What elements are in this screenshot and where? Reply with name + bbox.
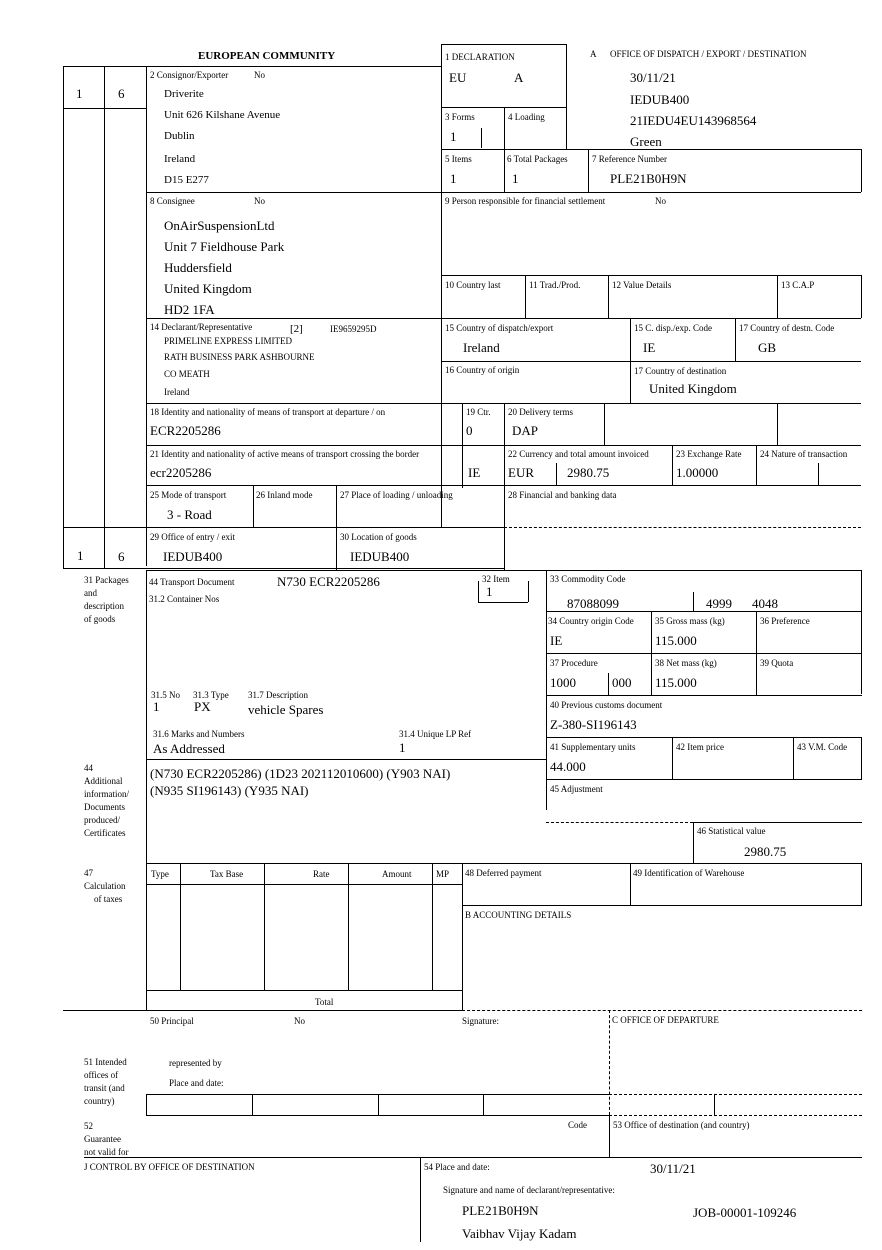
container-nos-label: 31.2 Container Nos bbox=[149, 594, 220, 604]
transit-side-label: 51 Intended bbox=[84, 1057, 127, 1067]
taxes-side-label: Calculation bbox=[84, 881, 126, 891]
left-number-1: 1 bbox=[76, 86, 83, 101]
declarant-signature-label: Signature and name of declarant/representative: bbox=[443, 1185, 615, 1195]
consignor-line: Dublin bbox=[164, 130, 195, 142]
preference-label: 36 Preference bbox=[760, 616, 810, 626]
tax-total-label: Total bbox=[315, 997, 334, 1007]
transport-doc-value: N730 ECR2205286 bbox=[277, 574, 380, 589]
transport-doc-label: 44 Transport Document bbox=[149, 577, 235, 587]
goods-location-value: IEDUB400 bbox=[350, 549, 410, 564]
box1-label: 1 DECLARATION bbox=[445, 52, 515, 62]
consignee-line: HD2 1FA bbox=[164, 302, 215, 317]
exchange-rate-value: 1.00000 bbox=[676, 465, 719, 480]
consignee-line: OnAirSuspensionLtd bbox=[164, 218, 275, 233]
border-transport-nationality: IE bbox=[468, 465, 481, 480]
declarant-line: Ireland bbox=[164, 387, 190, 397]
office-exit-label: 29 Office of entry / exit bbox=[150, 532, 236, 542]
trad-prod-label: 11 Trad./Prod. bbox=[529, 280, 581, 290]
packages-value: 1 bbox=[512, 171, 519, 186]
box1-value-eu: EU bbox=[449, 70, 467, 85]
net-mass-label: 38 Net mass (kg) bbox=[655, 658, 717, 668]
transport-mode-label: 25 Mode of transport bbox=[150, 490, 227, 500]
transit-side-label: offices of bbox=[84, 1070, 119, 1080]
guarantee-code-label: Code bbox=[568, 1120, 587, 1130]
commodity-code-part3: 4048 bbox=[752, 596, 778, 611]
declarant-bracket: [2] bbox=[290, 323, 303, 335]
consignor-line: Ireland bbox=[164, 153, 196, 165]
border-transport-label: 21 Identity and nationality of active means of transport crossing the border bbox=[150, 449, 420, 459]
dispatch-code-label: 15 C. disp./exp. Code bbox=[634, 323, 712, 333]
pkg-type-label: 31.3 Type bbox=[193, 690, 229, 700]
dispatch-label: 15 Country of dispatch/export bbox=[445, 323, 554, 333]
transport-departure-value: ECR2205286 bbox=[150, 423, 221, 438]
commodity-code-part2: 4999 bbox=[706, 596, 732, 611]
exchange-rate-label: 23 Exchange Rate bbox=[676, 449, 742, 459]
procedure-code-additional: 000 bbox=[612, 675, 632, 690]
consignee-label: 8 Consignee bbox=[150, 196, 195, 206]
goods-side-label: 31 Packages bbox=[84, 575, 129, 585]
origin-code-label: 34 Country origin Code bbox=[548, 616, 634, 626]
accounting-details-label: B ACCOUNTING DETAILS bbox=[465, 910, 572, 920]
financial-person-no-label: No bbox=[655, 196, 666, 206]
statistical-value-label: 46 Statistical value bbox=[697, 826, 766, 836]
tax-col-header: Amount bbox=[382, 869, 412, 879]
consignor-no-label: No bbox=[254, 70, 265, 80]
country-last-label: 10 Country last bbox=[445, 280, 501, 290]
taxes-side-label: 47 bbox=[84, 868, 93, 878]
container-flag-label: 19 Ctr. bbox=[466, 407, 491, 417]
delivery-terms-label: 20 Delivery terms bbox=[508, 407, 573, 417]
footer-reference: PLE21B0H9N bbox=[462, 1203, 539, 1218]
item-number-label: 32 Item bbox=[482, 574, 510, 584]
consignor-label: 2 Consignor/Exporter bbox=[150, 70, 229, 80]
principal-label: 50 Principal bbox=[150, 1016, 194, 1026]
description-label: 31.7 Description bbox=[248, 690, 308, 700]
transport-departure-label: 18 Identity and nationality of means of transport at departure / on bbox=[150, 407, 386, 417]
statistical-value: 2980.75 bbox=[744, 844, 787, 859]
box-a-office: IEDUB400 bbox=[630, 92, 690, 107]
currency-value: EUR bbox=[508, 465, 534, 480]
consignor-line: D15 E277 bbox=[164, 174, 209, 186]
border-transport-value: ecr2205286 bbox=[150, 465, 212, 480]
currency-label: 22 Currency and total amount invoiced bbox=[508, 449, 649, 459]
loading-place-label: 27 Place of loading / unloading bbox=[340, 490, 453, 500]
declarant-line: CO MEATH bbox=[164, 369, 210, 379]
guarantee-side-label: Guarantee bbox=[84, 1134, 121, 1144]
job-number: JOB-00001-109246 bbox=[693, 1205, 797, 1220]
box-a-date: 30/11/21 bbox=[630, 70, 676, 85]
consignee-line: Unit 7 Fieldhouse Park bbox=[164, 239, 285, 254]
dest-code: GB bbox=[758, 340, 777, 355]
dispatch-code: IE bbox=[643, 340, 656, 355]
consignor-line: Unit 626 Kilshane Avenue bbox=[164, 109, 281, 121]
goods-location-label: 30 Location of goods bbox=[340, 532, 417, 542]
transit-side-label: country) bbox=[84, 1096, 115, 1106]
additional-info-line: (N935 SI196143) (Y935 NAI) bbox=[150, 783, 309, 798]
transport-mode-value: 3 - Road bbox=[167, 507, 212, 522]
destination-value: United Kingdom bbox=[649, 381, 737, 396]
box-a-letter: A bbox=[590, 49, 597, 59]
goods-side-label: of goods bbox=[84, 614, 116, 624]
tax-col-header: Rate bbox=[313, 869, 330, 879]
item-price-label: 42 Item price bbox=[676, 742, 724, 752]
vm-code-label: 43 V.M. Code bbox=[797, 742, 848, 752]
previous-doc-label: 40 Previous customs document bbox=[550, 700, 663, 710]
principal-no-label: No bbox=[294, 1016, 305, 1026]
guarantee-side-label: not valid for bbox=[84, 1147, 129, 1157]
gross-mass-value: 115.000 bbox=[655, 633, 697, 648]
items-label: 5 Items bbox=[445, 154, 472, 164]
container-flag-value: 0 bbox=[466, 423, 473, 438]
destination-office-label: 53 Office of destination (and country) bbox=[613, 1120, 750, 1130]
origin-label: 16 Country of origin bbox=[445, 365, 520, 375]
additional-side-label: Additional bbox=[84, 776, 123, 786]
cap-label: 13 C.A.P bbox=[781, 280, 815, 290]
dispatch-value: Ireland bbox=[463, 340, 500, 355]
consignee-line: United Kingdom bbox=[164, 281, 252, 296]
additional-side-label: 44 bbox=[84, 763, 93, 773]
reference-value: PLE21B0H9N bbox=[610, 171, 687, 186]
box-a-mrn: 21IEDU4EU143968564 bbox=[630, 113, 757, 128]
pkg-no-label: 31.5 No bbox=[151, 690, 180, 700]
unique-lp-label: 31.4 Unique LP Ref bbox=[399, 729, 472, 739]
exit-number-6: 6 bbox=[118, 549, 125, 564]
additional-info-line: (N730 ECR2205286) (1D23 202112010600) (Y903 NAI) bbox=[150, 766, 451, 781]
deferred-payment-label: 48 Deferred payment bbox=[465, 868, 542, 878]
adjustment-label: 45 Adjustment bbox=[550, 784, 603, 794]
previous-doc-value: Z-380-SI196143 bbox=[550, 717, 637, 732]
banking-data-label: 28 Financial and banking data bbox=[508, 490, 617, 500]
office-exit-value: IEDUB400 bbox=[163, 549, 223, 564]
item-number-value: 1 bbox=[486, 584, 493, 599]
items-value: 1 bbox=[450, 171, 457, 186]
declarant-label: 14 Declarant/Representative bbox=[150, 322, 253, 332]
additional-side-label: Documents bbox=[84, 802, 125, 812]
financial-person-label: 9 Person responsible for financial settlement bbox=[445, 196, 606, 206]
consignor-line: Driverite bbox=[164, 88, 204, 100]
taxes-side-label: of taxes bbox=[94, 894, 123, 904]
signature-label: Signature: bbox=[462, 1016, 499, 1026]
unique-lp-value: 1 bbox=[399, 740, 406, 755]
marks-label: 31.6 Marks and Numbers bbox=[153, 729, 245, 739]
box-a-title: OFFICE OF DISPATCH / EXPORT / DESTINATION bbox=[610, 49, 807, 59]
exit-number-1: 1 bbox=[77, 548, 84, 563]
place-date-label: Place and date: bbox=[169, 1078, 224, 1088]
invoice-amount: 2980.75 bbox=[567, 465, 610, 480]
destination-label: 17 Country of destination bbox=[634, 366, 727, 376]
loading-label: 4 Loading bbox=[508, 112, 545, 122]
declarant-line: PRIMELINE EXPRESS LIMITED bbox=[164, 336, 292, 346]
delivery-terms-value: DAP bbox=[512, 423, 539, 438]
forms-label: 3 Forms bbox=[445, 112, 475, 122]
goods-side-label: and bbox=[84, 588, 97, 598]
additional-side-label: information/ bbox=[84, 789, 129, 799]
declaration-date: 30/11/21 bbox=[650, 1161, 696, 1176]
warehouse-label: 49 Identification of Warehouse bbox=[633, 868, 745, 878]
consignee-no-label: No bbox=[254, 196, 265, 206]
box-a-route: Green bbox=[630, 134, 662, 149]
declarant-line: RATH BUSINESS PARK ASHBOURNE bbox=[164, 352, 315, 362]
box1-value-a: A bbox=[514, 70, 524, 85]
tax-col-header: Type bbox=[151, 869, 169, 879]
consignee-line: Huddersfield bbox=[164, 260, 232, 275]
packages-label: 6 Total Packages bbox=[507, 154, 568, 164]
declarant-eori: IE9659295D bbox=[330, 324, 377, 334]
additional-side-label: Certificates bbox=[84, 828, 126, 838]
gross-mass-label: 35 Gross mass (kg) bbox=[655, 616, 725, 626]
supplementary-units-label: 41 Supplementary units bbox=[550, 742, 636, 752]
value-details-label: 12 Value Details bbox=[612, 280, 672, 290]
left-number-6: 6 bbox=[118, 86, 125, 101]
place-date-54-label: 54 Place and date: bbox=[424, 1162, 490, 1172]
inland-mode-label: 26 Inland mode bbox=[256, 490, 313, 500]
represented-by-label: represented by bbox=[169, 1058, 222, 1068]
marks-value: As Addressed bbox=[153, 741, 225, 756]
supplementary-units-value: 44.000 bbox=[550, 759, 586, 774]
page-title: EUROPEAN COMMUNITY bbox=[198, 50, 336, 62]
tax-col-header: MP bbox=[436, 869, 450, 879]
goods-side-label: description bbox=[84, 601, 124, 611]
description-value: vehicle Spares bbox=[248, 702, 324, 717]
tax-col-header: Tax Base bbox=[210, 869, 244, 879]
additional-side-label: produced/ bbox=[84, 815, 120, 825]
control-destination-label: J CONTROL BY OFFICE OF DESTINATION bbox=[84, 1162, 255, 1172]
guarantee-side-label: 52 bbox=[84, 1121, 93, 1131]
transit-side-label: transit (and bbox=[84, 1083, 125, 1093]
reference-label: 7 Reference Number bbox=[592, 154, 667, 164]
commodity-code-label: 33 Commodity Code bbox=[550, 574, 626, 584]
quota-label: 39 Quota bbox=[760, 658, 794, 668]
transaction-nature-label: 24 Nature of transaction bbox=[760, 449, 848, 459]
origin-code-value: IE bbox=[550, 633, 563, 648]
dest-code-label: 17 Country of destn. Code bbox=[739, 323, 835, 333]
procedure-label: 37 Procedure bbox=[550, 658, 598, 668]
declarant-name: Vaibhav Vijay Kadam bbox=[462, 1226, 577, 1241]
net-mass-value: 115.000 bbox=[655, 675, 697, 690]
commodity-code: 87088099 bbox=[567, 596, 619, 611]
office-departure-label: C OFFICE OF DEPARTURE bbox=[612, 1015, 719, 1025]
procedure-code: 1000 bbox=[550, 675, 576, 690]
forms-value: 1 bbox=[450, 129, 457, 144]
pkg-type-value: PX bbox=[194, 699, 211, 714]
pkg-no-value: 1 bbox=[153, 699, 160, 714]
